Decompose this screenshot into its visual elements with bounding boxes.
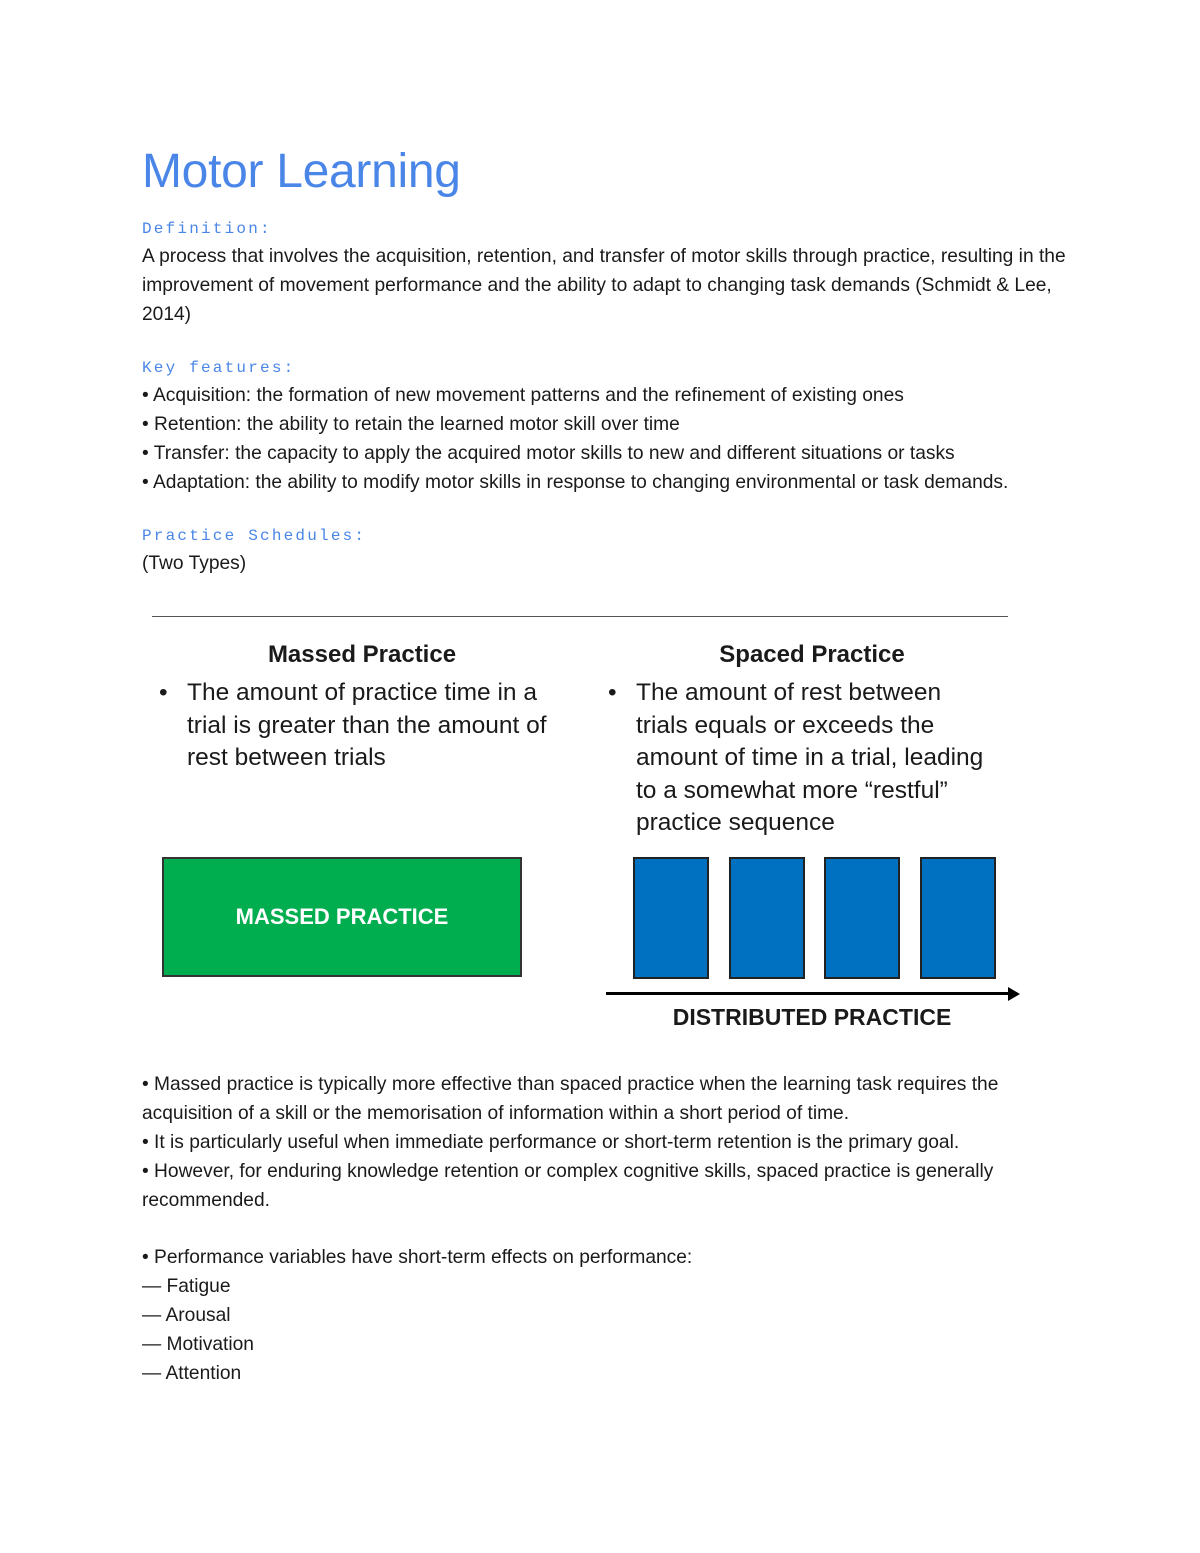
page-title: Motor Learning: [142, 145, 461, 198]
massed-practice-bullet: The amount of practice time in a trial is greater than the amount of rest between trials: [187, 679, 547, 771]
practice-schedules-subtitle: (Two Types): [142, 553, 247, 574]
key-feature-item: • Acquisition: the formation of new movement patterns and the refinement of existing ones: [142, 385, 904, 406]
performance-intro: • Performance variables have short-term effects on performance:: [142, 1247, 693, 1268]
note-item: • However, for enduring knowledge retention or complex cognitive skills, spaced practice is generally recommended.: [142, 1161, 994, 1211]
spaced-practice-trial-block: [824, 857, 900, 979]
notes-section: [142, 1070, 1072, 1388]
document-body: [142, 140, 1072, 578]
key-feature-item: • Retention: the ability to retain the learned motor skill over time: [142, 414, 680, 435]
definition-label: Definition:: [142, 220, 272, 238]
spaced-practice-trial-block: [633, 857, 709, 979]
spaced-practice-heading: Spaced Practice: [719, 641, 905, 668]
spaced-practice-description: [608, 677, 996, 840]
arrow-right-icon: [1008, 987, 1020, 1001]
spaced-practice-trial-block: [920, 857, 996, 979]
note-item: • Massed practice is typically more effective than spaced practice when the learning task requires the acquisition of a skill or the memorisation of information within a short period of time.: [142, 1074, 999, 1124]
massed-practice-heading: Massed Practice: [267, 641, 457, 668]
performance-variable: — Fatigue: [142, 1276, 231, 1297]
horizontal-rule: [152, 616, 1008, 617]
timeline-axis: [606, 992, 1010, 995]
distributed-practice-label: DISTRIBUTED PRACTICE: [672, 1004, 952, 1030]
massed-practice-block-label: MASSED PRACTICE: [235, 904, 449, 929]
key-feature-item: • Adaptation: the ability to modify motor skills in response to changing environmental or task demands.: [142, 472, 1009, 493]
performance-variable: — Attention: [142, 1363, 242, 1384]
key-features-label: Key features:: [142, 359, 296, 377]
definition-text: A process that involves the acquisition, retention, and transfer of motor skills through practice, resulting in the improvement of movement performance and the ability to adapt to changing task demands (Schmidt & Lee, 2014): [142, 246, 1066, 325]
bullet-icon: •: [608, 679, 617, 706]
massed-practice-block: [162, 857, 522, 977]
bullet-icon: •: [159, 679, 168, 706]
practice-schedules-label: Practice Schedules:: [142, 527, 367, 545]
spaced-practice-bullet: The amount of rest between trials equals or exceeds the amount of time in a trial, leading to a somewhat more “restful” practice sequence: [636, 679, 984, 836]
performance-variable: — Arousal: [142, 1305, 231, 1326]
key-feature-item: • Transfer: the capacity to apply the acquired motor skills to new and different situations or tasks: [142, 443, 955, 464]
performance-variable: — Motivation: [142, 1334, 254, 1355]
spaced-practice-trial-block: [729, 857, 805, 979]
massed-practice-description: [159, 677, 567, 775]
note-item: • It is particularly useful when immediate performance or short-term retention is the primary goal.: [142, 1132, 960, 1153]
